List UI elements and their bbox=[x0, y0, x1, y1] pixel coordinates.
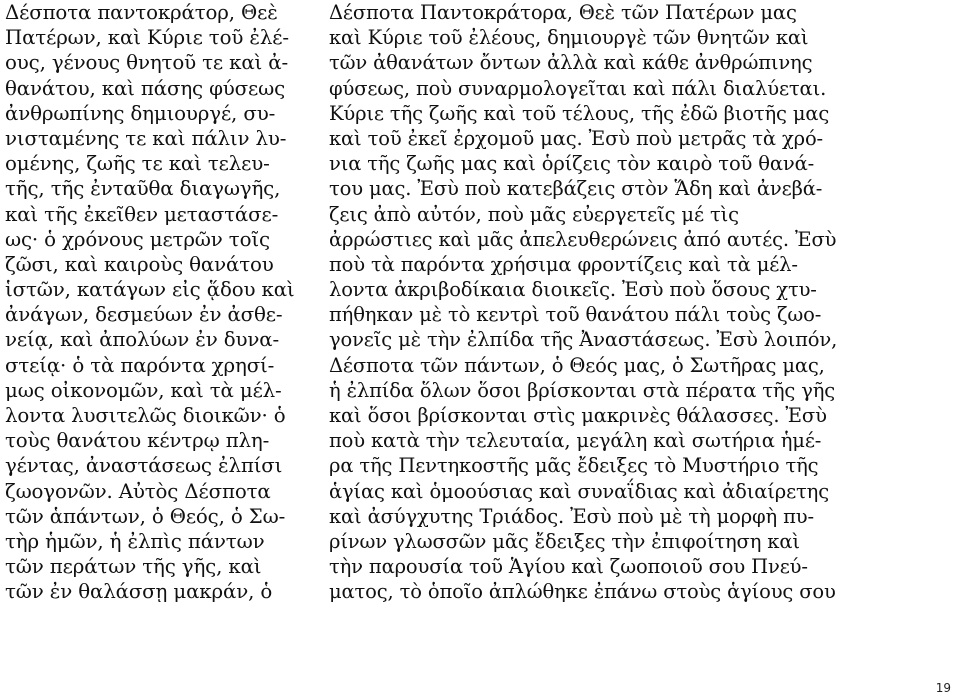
text-line: τῶν ἐν θαλάσσῃ μακράν, ὁ bbox=[5, 580, 273, 604]
text-line: ἀρρώστιες καὶ μᾶς ἀπελευθερώνεις ἀπό αυτές. Ἐσὺ bbox=[329, 227, 837, 251]
text-line: ρα τῆς Πεντηκοστῆς μᾶς ἔδειξες τὸ Μυστήριο τῆς bbox=[329, 454, 819, 478]
text-line: καὶ Κύριε τοῦ ἐλέους, δημιουργὲ τῶν θνητῶν καὶ bbox=[329, 26, 809, 50]
text-line: πήθηκαν μὲ τὸ κεντρὶ τοῦ θανάτου πάλι τοὺς ζωο- bbox=[329, 303, 822, 327]
text-line: ματος, τὸ ὁποῖο ἀπλώθηκε ἐπάνω στοὺς ἁγίους σου bbox=[329, 580, 836, 604]
text-line: τὴν παρουσία τοῦ Ἁγίου καὶ ζωοποιοῦ σου Πνεύ- bbox=[329, 555, 808, 579]
text-line: ρίνων γλωσσῶν μᾶς ἔδειξες τὴν ἐπιφοίτηση καὶ bbox=[329, 529, 800, 553]
text-line: νια τῆς ζωῆς μας καὶ ὁρίζεις τὸν καιρὸ τοῦ θανά- bbox=[329, 152, 815, 176]
text-line: ἀνάγων, δεσμεύων ἐν ἀσθε- bbox=[5, 303, 283, 327]
text-line: ως· ὁ χρόνους μετρῶν τοῖς bbox=[5, 227, 270, 251]
text-line: ομένης, ζωῆς τε καὶ τελευ- bbox=[5, 152, 270, 176]
text-line: λοντα ἀκριβοδίκαια διοικεῖς. Ἐσὺ ποὺ ὅσους χτυ- bbox=[329, 278, 817, 302]
text-line: ἀνθρωπίνης δημιουργέ, συ- bbox=[5, 101, 276, 125]
text-line: ζωογονῶν. Αὐτὸς Δέσποτα bbox=[5, 479, 271, 503]
text-line: του μας. Ἐσὺ ποὺ κατεβάζεις στὸν Ἅδη καὶ ἀνεβά- bbox=[329, 177, 823, 201]
text-line: ζῶσι, καὶ καιροὺς θανάτου bbox=[5, 252, 274, 276]
text-line: Πατέρων, καὶ Κύριε τοῦ ἐλέ- bbox=[5, 26, 289, 50]
text-line: τοὺς θανάτου κέντρῳ πλη- bbox=[5, 429, 270, 453]
text-line: Δέσποτα παντοκράτορ, Θεὲ bbox=[5, 1, 278, 24]
text-line: καὶ ἀσύγχυτης Τριάδος. Ἐσὺ ποὺ μὲ τὴ μορφὴ πυ- bbox=[329, 504, 814, 528]
text-line: θανάτου, καὶ πάσης φύσεως bbox=[5, 76, 286, 100]
text-line: ἡ ἐλπίδα ὅλων ὅσοι βρίσκονται στὰ πέρατα τῆς γῆς bbox=[329, 378, 836, 402]
page-number: 19 bbox=[935, 681, 951, 695]
text-line: νείᾳ, καὶ ἀπολύων ἐν δυνα- bbox=[5, 328, 280, 352]
text-line: γονεῖς μὲ τὴν ἐλπίδα τῆς Ἀναστάσεως. Ἐσὺ λοιπόν, bbox=[329, 328, 838, 352]
text-line: ζεις ἀπὸ αὐτόν, ποὺ μᾶς εὐεργετεῖς μέ τὶς bbox=[329, 202, 739, 226]
text-line: ποὺ τὰ παρόντα χρήσιμα φροντίζεις καὶ τὰ μέλ- bbox=[329, 252, 798, 276]
text-line: ἱστῶν, κατάγων εἰς ᾅδου καὶ bbox=[5, 278, 295, 302]
greek-translation-column bbox=[329, 0, 957, 605]
text-line: καὶ τῆς ἐκεῖθεν μεταστάσε- bbox=[5, 202, 279, 226]
greek-original-column bbox=[5, 0, 295, 605]
text-line: φύσεως, ποὺ συναρμολογεῖται καὶ πάλι διαλύεται. bbox=[329, 76, 827, 100]
text-line: ποὺ κατὰ τὴν τελευταία, μεγάλη καὶ σωτήρια ἡμέ- bbox=[329, 429, 822, 453]
text-line: Δέσποτα Παντοκράτορα, Θεὲ τῶν Πατέρων μας bbox=[329, 1, 797, 24]
text-line: τῶν ἁπάντων, ὁ Θεός, ὁ Σω- bbox=[5, 504, 286, 528]
text-line: στείᾳ· ὁ τὰ παρόντα χρησί- bbox=[5, 353, 275, 377]
text-line: νισταμένης τε καὶ πάλιν λυ- bbox=[5, 126, 287, 150]
text-line: τῶν περάτων τῆς γῆς, καὶ bbox=[5, 555, 262, 579]
text-line: καὶ τοῦ ἐκεῖ ἐρχομοῦ μας. Ἐσὺ ποὺ μετρᾶς τὰ χρό- bbox=[329, 126, 823, 150]
text-line: ους, γένους θνητοῦ τε καὶ ἀ- bbox=[5, 51, 289, 75]
text-line: τῶν ἀθανάτων ὄντων ἀλλὰ καὶ κάθε ἀνθρώπινης bbox=[329, 51, 813, 75]
text-line: τῆς, τῆς ἐνταῦθα διαγωγῆς, bbox=[5, 177, 281, 201]
text-line: μως οἰκονομῶν, καὶ τὰ μέλ- bbox=[5, 378, 282, 402]
text-line: τὴρ ἡμῶν, ἡ ἐλπὶς πάντων bbox=[5, 529, 265, 553]
text-line: γέντας, ἀναστάσεως ἐλπίσι bbox=[5, 454, 283, 478]
text-line: ἁγίας καὶ ὁμοούσιας καὶ συναΐδιας καὶ ἀδιαίρετης bbox=[329, 479, 829, 503]
text-line: Κύριε τῆς ζωῆς καὶ τοῦ τέλους, τῆς ἐδῶ βιοτῆς μας bbox=[329, 101, 830, 125]
text-line: Δέσποτα τῶν πάντων, ὁ Θεός μας, ὁ Σωτῆρας μας, bbox=[329, 353, 825, 377]
text-line: καὶ ὅσοι βρίσκονται στὶς μακρινὲς θάλασσες. Ἐσὺ bbox=[329, 404, 827, 427]
text-line: λοντα λυσιτελῶς διοικῶν· ὁ bbox=[5, 404, 286, 427]
